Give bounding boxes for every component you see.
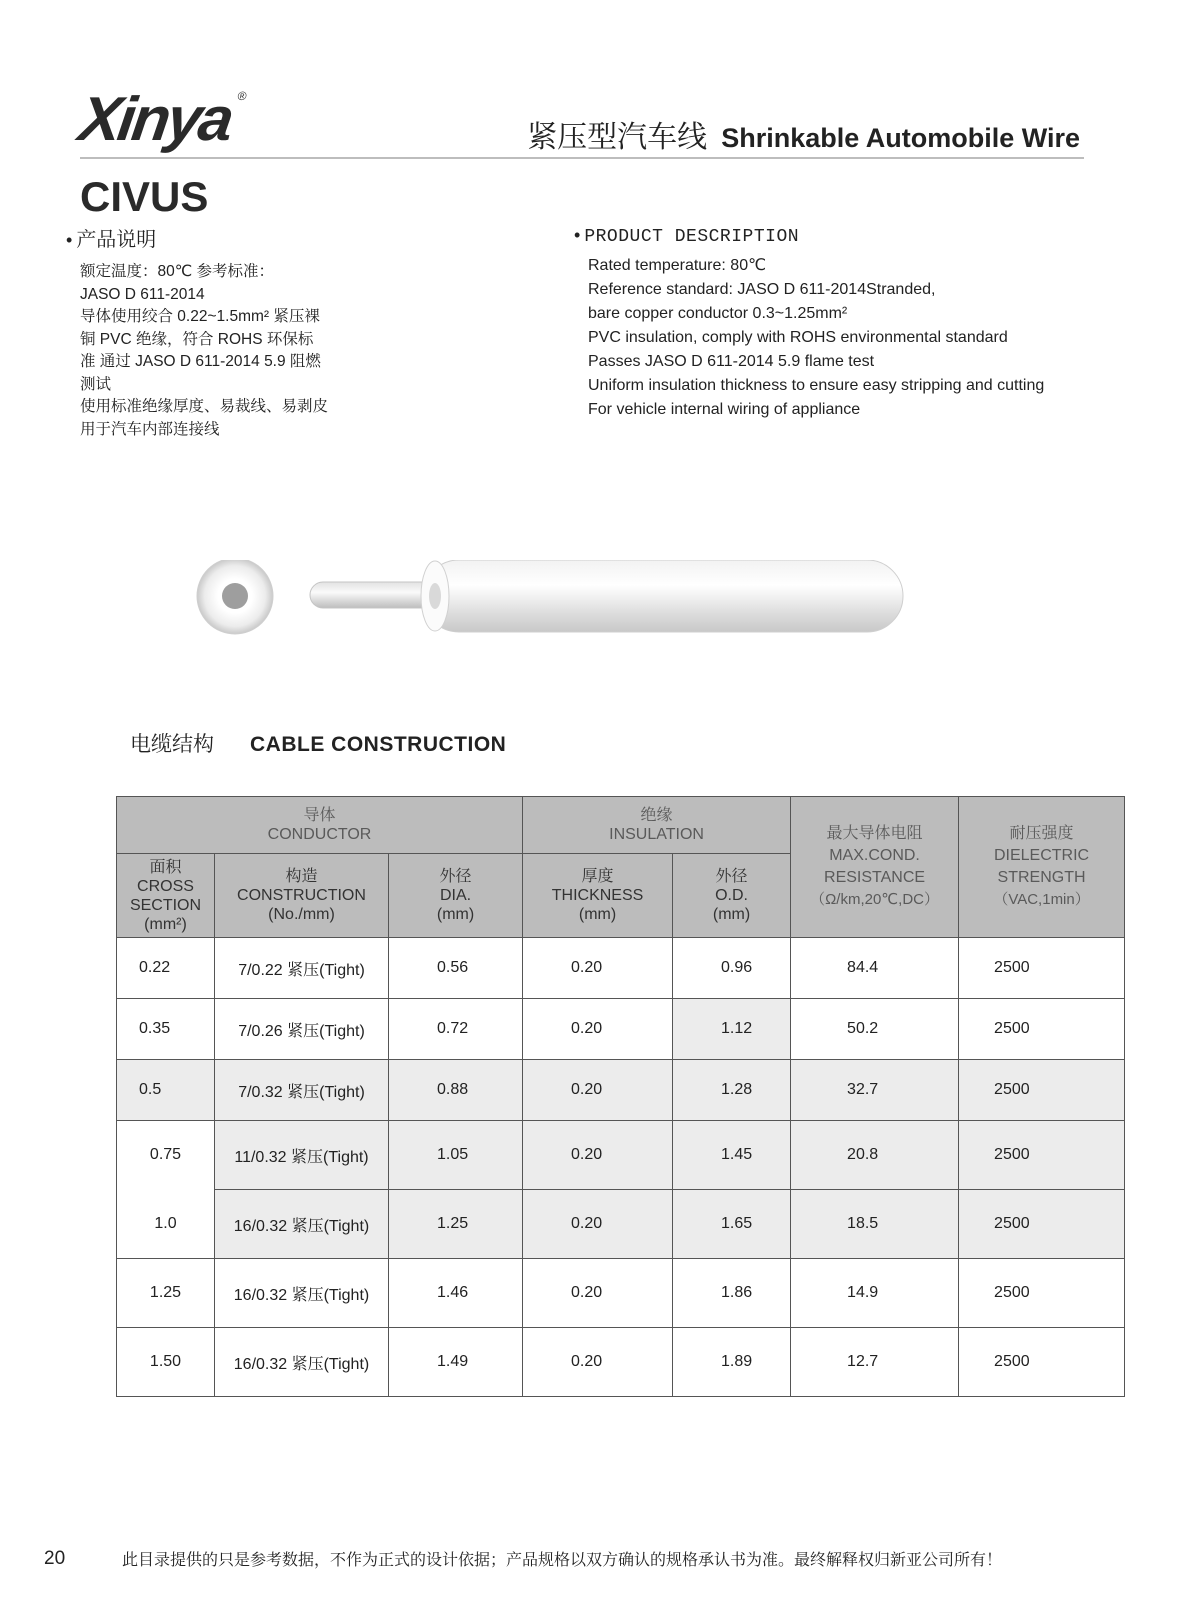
- cell-resistance: 18.5: [791, 1190, 959, 1259]
- cable-cross-section: [197, 560, 273, 634]
- conductor-header-en: CONDUCTOR: [267, 826, 372, 843]
- cell-thickness: 0.20: [523, 1121, 673, 1190]
- od-header-line: O.D.: [715, 887, 748, 904]
- description-en-body: [588, 254, 1044, 422]
- description-en-line: bare copper conductor 0.3~1.25mm²: [588, 305, 848, 322]
- dielectric-header-line: DIELECTRIC: [993, 847, 1090, 864]
- cell-resistance: 14.9: [791, 1259, 959, 1328]
- cell-dia: 1.46: [389, 1259, 523, 1328]
- thickness-header-line: (mm): [578, 906, 617, 923]
- cell-dielectric: 2500: [959, 938, 1125, 999]
- od-header: [673, 854, 791, 938]
- cell-dielectric: 2500: [959, 1328, 1125, 1397]
- description-cn-line: JASO D 611-2014: [80, 285, 205, 303]
- description-en-line: PVC insulation, comply with ROHS environmental standard: [588, 329, 1008, 346]
- description-cn-heading-text: 产品说明: [76, 229, 157, 251]
- resistance-header-line: RESISTANCE: [824, 869, 926, 886]
- table-row: [117, 999, 1125, 1060]
- cell-dia: 0.56: [389, 938, 523, 999]
- construction-header-line: CONSTRUCTION: [237, 887, 366, 904]
- cell-dia: 1.49: [389, 1328, 523, 1397]
- resistance-header-line: 最大导体电阻: [826, 825, 923, 842]
- cell-cross-section: 1.0: [117, 1190, 215, 1259]
- description-en-heading: [574, 224, 799, 247]
- cell-cross-section: 0.35: [117, 999, 215, 1060]
- cell-od: 1.65: [673, 1190, 791, 1259]
- description-cn-line: 用于汽车内部连接线: [80, 420, 220, 438]
- header-title-cn: 紧压型汽车线: [527, 121, 708, 154]
- cell-construction: 7/0.26 紧压(Tight): [215, 999, 389, 1060]
- resistance-header-line: （Ω/km,20℃,DC）: [810, 891, 939, 908]
- cell-construction: 7/0.32 紧压(Tight): [215, 1060, 389, 1121]
- table-row: [117, 1190, 1125, 1259]
- construction-header: [215, 854, 389, 938]
- description-cn-line: 准 通过 JASO D 611-2014 5.9 阻燃: [80, 353, 321, 370]
- cell-resistance: 50.2: [791, 999, 959, 1060]
- cell-od: 0.96: [673, 938, 791, 999]
- thickness-header-line: 厚度: [581, 868, 614, 885]
- cell-thickness: 0.20: [523, 1190, 673, 1259]
- dielectric-header-line: 耐压强度: [1009, 825, 1074, 842]
- cross-header-line: SECTION: [129, 896, 202, 914]
- cell-dia: 1.25: [389, 1190, 523, 1259]
- thickness-header-line: THICKNESS: [551, 887, 644, 904]
- cell-thickness: 0.20: [523, 1328, 673, 1397]
- cell-cross-section: 1.25: [117, 1259, 215, 1328]
- cell-od: 1.89: [673, 1328, 791, 1397]
- cell-dielectric: 2500: [959, 1259, 1125, 1328]
- cell-resistance: 32.7: [791, 1060, 959, 1121]
- dielectric-header: [959, 797, 1125, 938]
- cell-od: 1.45: [673, 1121, 791, 1190]
- construction-title-en: CABLE CONSTRUCTION: [250, 733, 507, 756]
- footer-disclaimer: 此目录提供的只是参考数据，不作为正式的设计依据；产品规格以双方确认的规格承认书为准。最终解释权归新亚公司所有！: [122, 1552, 1003, 1569]
- insulation-header-cn: 绝缘: [640, 807, 673, 824]
- cell-construction: 16/0.32 紧压(Tight): [215, 1259, 389, 1328]
- thickness-header: [523, 854, 673, 938]
- description-cn-line: 导体使用绞合 0.22~1.5mm² 紧压裸: [80, 308, 320, 325]
- od-header-line: (mm): [712, 906, 751, 923]
- cell-dia: 0.72: [389, 999, 523, 1060]
- cell-od: 1.12: [673, 999, 791, 1060]
- specification-table: [116, 796, 1125, 1397]
- bullet-icon: •: [66, 230, 73, 250]
- description-cn-body: [80, 261, 328, 441]
- description-en-line: Rated temperature: 80℃: [588, 257, 767, 274]
- model-name: CIVUS: [80, 173, 209, 220]
- conductor-group-header: [117, 797, 523, 854]
- cell-thickness: 0.20: [523, 999, 673, 1060]
- cell-cross-section: 0.22: [117, 938, 215, 999]
- description-cn-line: 额定温度：80℃ 参考标准：: [80, 263, 274, 280]
- description-cn-heading: [66, 223, 156, 252]
- cable-illustration: [195, 560, 935, 660]
- cell-thickness: 0.20: [523, 938, 673, 999]
- cable-construction-heading: [130, 728, 506, 758]
- table-row: [117, 1259, 1125, 1328]
- description-en-line: Passes JASO D 611-2014 5.9 flame test: [588, 353, 875, 370]
- cell-dia: 1.05: [389, 1121, 523, 1190]
- page-header-title: [527, 112, 1080, 156]
- description-en-heading-text: PRODUCT DESCRIPTION: [584, 227, 800, 247]
- cell-construction: 7/0.22 紧压(Tight): [215, 938, 389, 999]
- table-row: [117, 938, 1125, 999]
- brand-logo: [75, 84, 248, 155]
- table-row: [117, 1328, 1125, 1397]
- cell-od: 1.28: [673, 1060, 791, 1121]
- cell-construction: 16/0.32 紧压(Tight): [215, 1190, 389, 1259]
- cell-cross-section: 0.5: [117, 1060, 215, 1121]
- description-en-line: For vehicle internal wiring of appliance: [588, 401, 861, 418]
- od-header-line: 外径: [715, 868, 748, 885]
- cell-dielectric: 2500: [959, 1121, 1125, 1190]
- cell-cross-section: 1.50: [117, 1328, 215, 1397]
- description-cn-line: 使用标准绝缘厚度、易裁线、易剥皮: [80, 398, 329, 415]
- dia-header-line: DIA.: [439, 887, 472, 904]
- insulation-header-en: INSULATION: [609, 826, 704, 843]
- table-row: [117, 1060, 1125, 1121]
- cell-construction: 16/0.32 紧压(Tight): [215, 1328, 389, 1397]
- description-en-line: Reference standard: JASO D 611-2014Stranded,: [588, 281, 936, 298]
- page-number: 20: [44, 1548, 66, 1569]
- description-en-line: Uniform insulation thickness to ensure easy stripping and cutting: [588, 377, 1045, 394]
- description-cn-line: 铜 PVC 绝缘，符合 ROHS 环保标: [80, 330, 314, 348]
- cell-construction: 11/0.32 紧压(Tight): [215, 1121, 389, 1190]
- cell-dielectric: 2500: [959, 999, 1125, 1060]
- header-divider: [80, 157, 1084, 159]
- table-row: [117, 1121, 1125, 1190]
- cable-side-view: [310, 560, 903, 632]
- cell-resistance: 84.4: [791, 938, 959, 999]
- dielectric-header-line: （VAC,1min）: [993, 891, 1090, 908]
- resistance-header-line: MAX.COND.: [829, 847, 920, 864]
- cell-od: 1.86: [673, 1259, 791, 1328]
- cell-dia: 0.88: [389, 1060, 523, 1121]
- insulation-group-header: [523, 797, 791, 854]
- dia-header: [389, 854, 523, 938]
- header-title-en: Shrinkable Automobile Wire: [721, 123, 1080, 153]
- cell-dielectric: 2500: [959, 1190, 1125, 1259]
- cell-resistance: 12.7: [791, 1328, 959, 1397]
- cross-section-header: [117, 854, 215, 938]
- conductor-header-cn: 导体: [303, 807, 336, 824]
- dia-header-line: (mm): [436, 906, 475, 923]
- construction-header-line: 构造: [285, 868, 318, 885]
- registered-mark: ®: [236, 89, 248, 103]
- cell-cross-section: 0.75: [117, 1121, 215, 1190]
- cell-resistance: 20.8: [791, 1121, 959, 1190]
- dielectric-header-line: STRENGTH: [997, 869, 1086, 886]
- cell-dielectric: 2500: [959, 1060, 1125, 1121]
- cross-header-line: 面积: [149, 858, 182, 876]
- cross-header-line: CROSS: [137, 877, 194, 895]
- construction-title-cn: 电缆结构: [130, 733, 214, 756]
- logo-text: Xinya: [75, 85, 236, 154]
- dia-header-line: 外径: [439, 868, 472, 885]
- description-cn-line: 测试: [80, 375, 112, 393]
- bullet-icon: •: [574, 225, 581, 245]
- cross-header-line: (mm²): [144, 915, 187, 933]
- cell-thickness: 0.20: [523, 1259, 673, 1328]
- construction-header-line: (No./mm): [268, 906, 335, 923]
- cell-thickness: 0.20: [523, 1060, 673, 1121]
- resistance-header: [791, 797, 959, 938]
